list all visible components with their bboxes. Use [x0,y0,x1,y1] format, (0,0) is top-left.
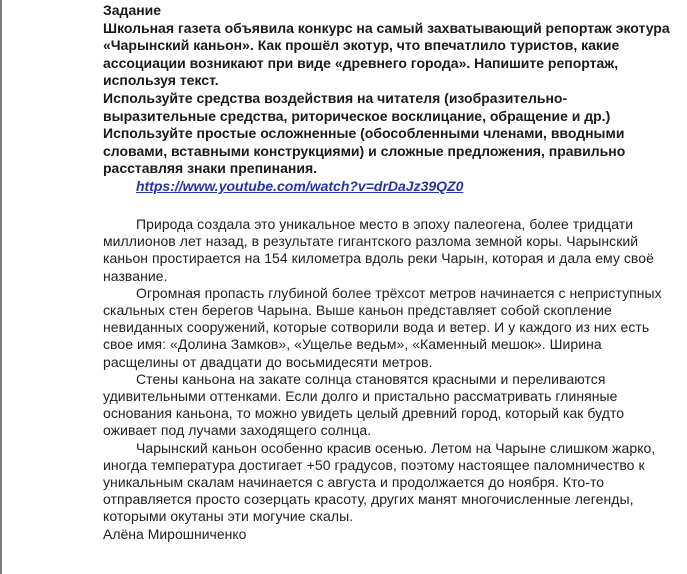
essay-text [103,216,673,543]
task-block [103,2,673,178]
essay-paragraph-4: Чарынский каньон особенно красив осенью. Летом на Чарыне слишком жарко, иногда температура достигает +50 градусов, поэтому настоящее паломничество к уникальным скалам начинается с августа и продолжается до ноября. Кто-то отправляется просто созерцать красоту, других манят многочисленные легенды, которыми окутаны эти могучие скалы. [103,439,656,525]
essay-paragraph-3: Стены каньона на закате солнца становятся красными и переливаются удивительными оттенками. Если долго и пристально рассматривать глиняные основания каньона, то можно увидеть целый древний город, который как будто оживает под лучами заходящего солнца. [103,370,625,439]
task-prompt: Школьная газета объявила конкурс на самый захватывающий репортаж экотура «Чарынский каньон». Как прошёл экотур, что впечатлило туристов, какие ассоциации возникают при виде «древнего города». Напишите репортаж, используя текст. [103,19,670,89]
task-instruction-sentences: Используйте простые осложненные (обособленными членами, вводными словами, вставными конструкциями) и сложные предложения, правильно расставляя знаки препинания. [103,125,626,177]
task-instruction-devices: Используйте средства воздействия на читателя (изобразительно-выразительные средства, риторическое восклицание, обращение и др.) [103,89,611,124]
task-heading: Задание [103,2,162,18]
document-page [103,2,673,543]
essay-author: Алёна Мирошниченко [103,525,247,542]
essay-paragraph-2: Огромная пропасть глубиной более трёхсот метров начинается с неприступных скальных стен берегов Чарына. Выше каньон представляет собой скопление невиданных сооружений, которые сотворили вода и ветер. И у каждого из них есть свое имя: «Долина Замков», «Ущелье ведьм», «Каменный мешок». Ширина расщелины от двадцати до восьмидесяти метров. [103,284,662,370]
essay-paragraph-1: Природа создала это уникальное место в эпоху палеогена, более тридцати миллионов лет назад, в результате гигантского разлома земной коры. Чарынский каньон простирается на 154 километра вдоль реки Чарын, которая и дала ему своё название. [103,215,654,284]
page-left-edge [0,0,2,574]
video-link[interactable]: https://www.youtube.com/watch?v=drDaJz39QZ0 [136,177,464,194]
